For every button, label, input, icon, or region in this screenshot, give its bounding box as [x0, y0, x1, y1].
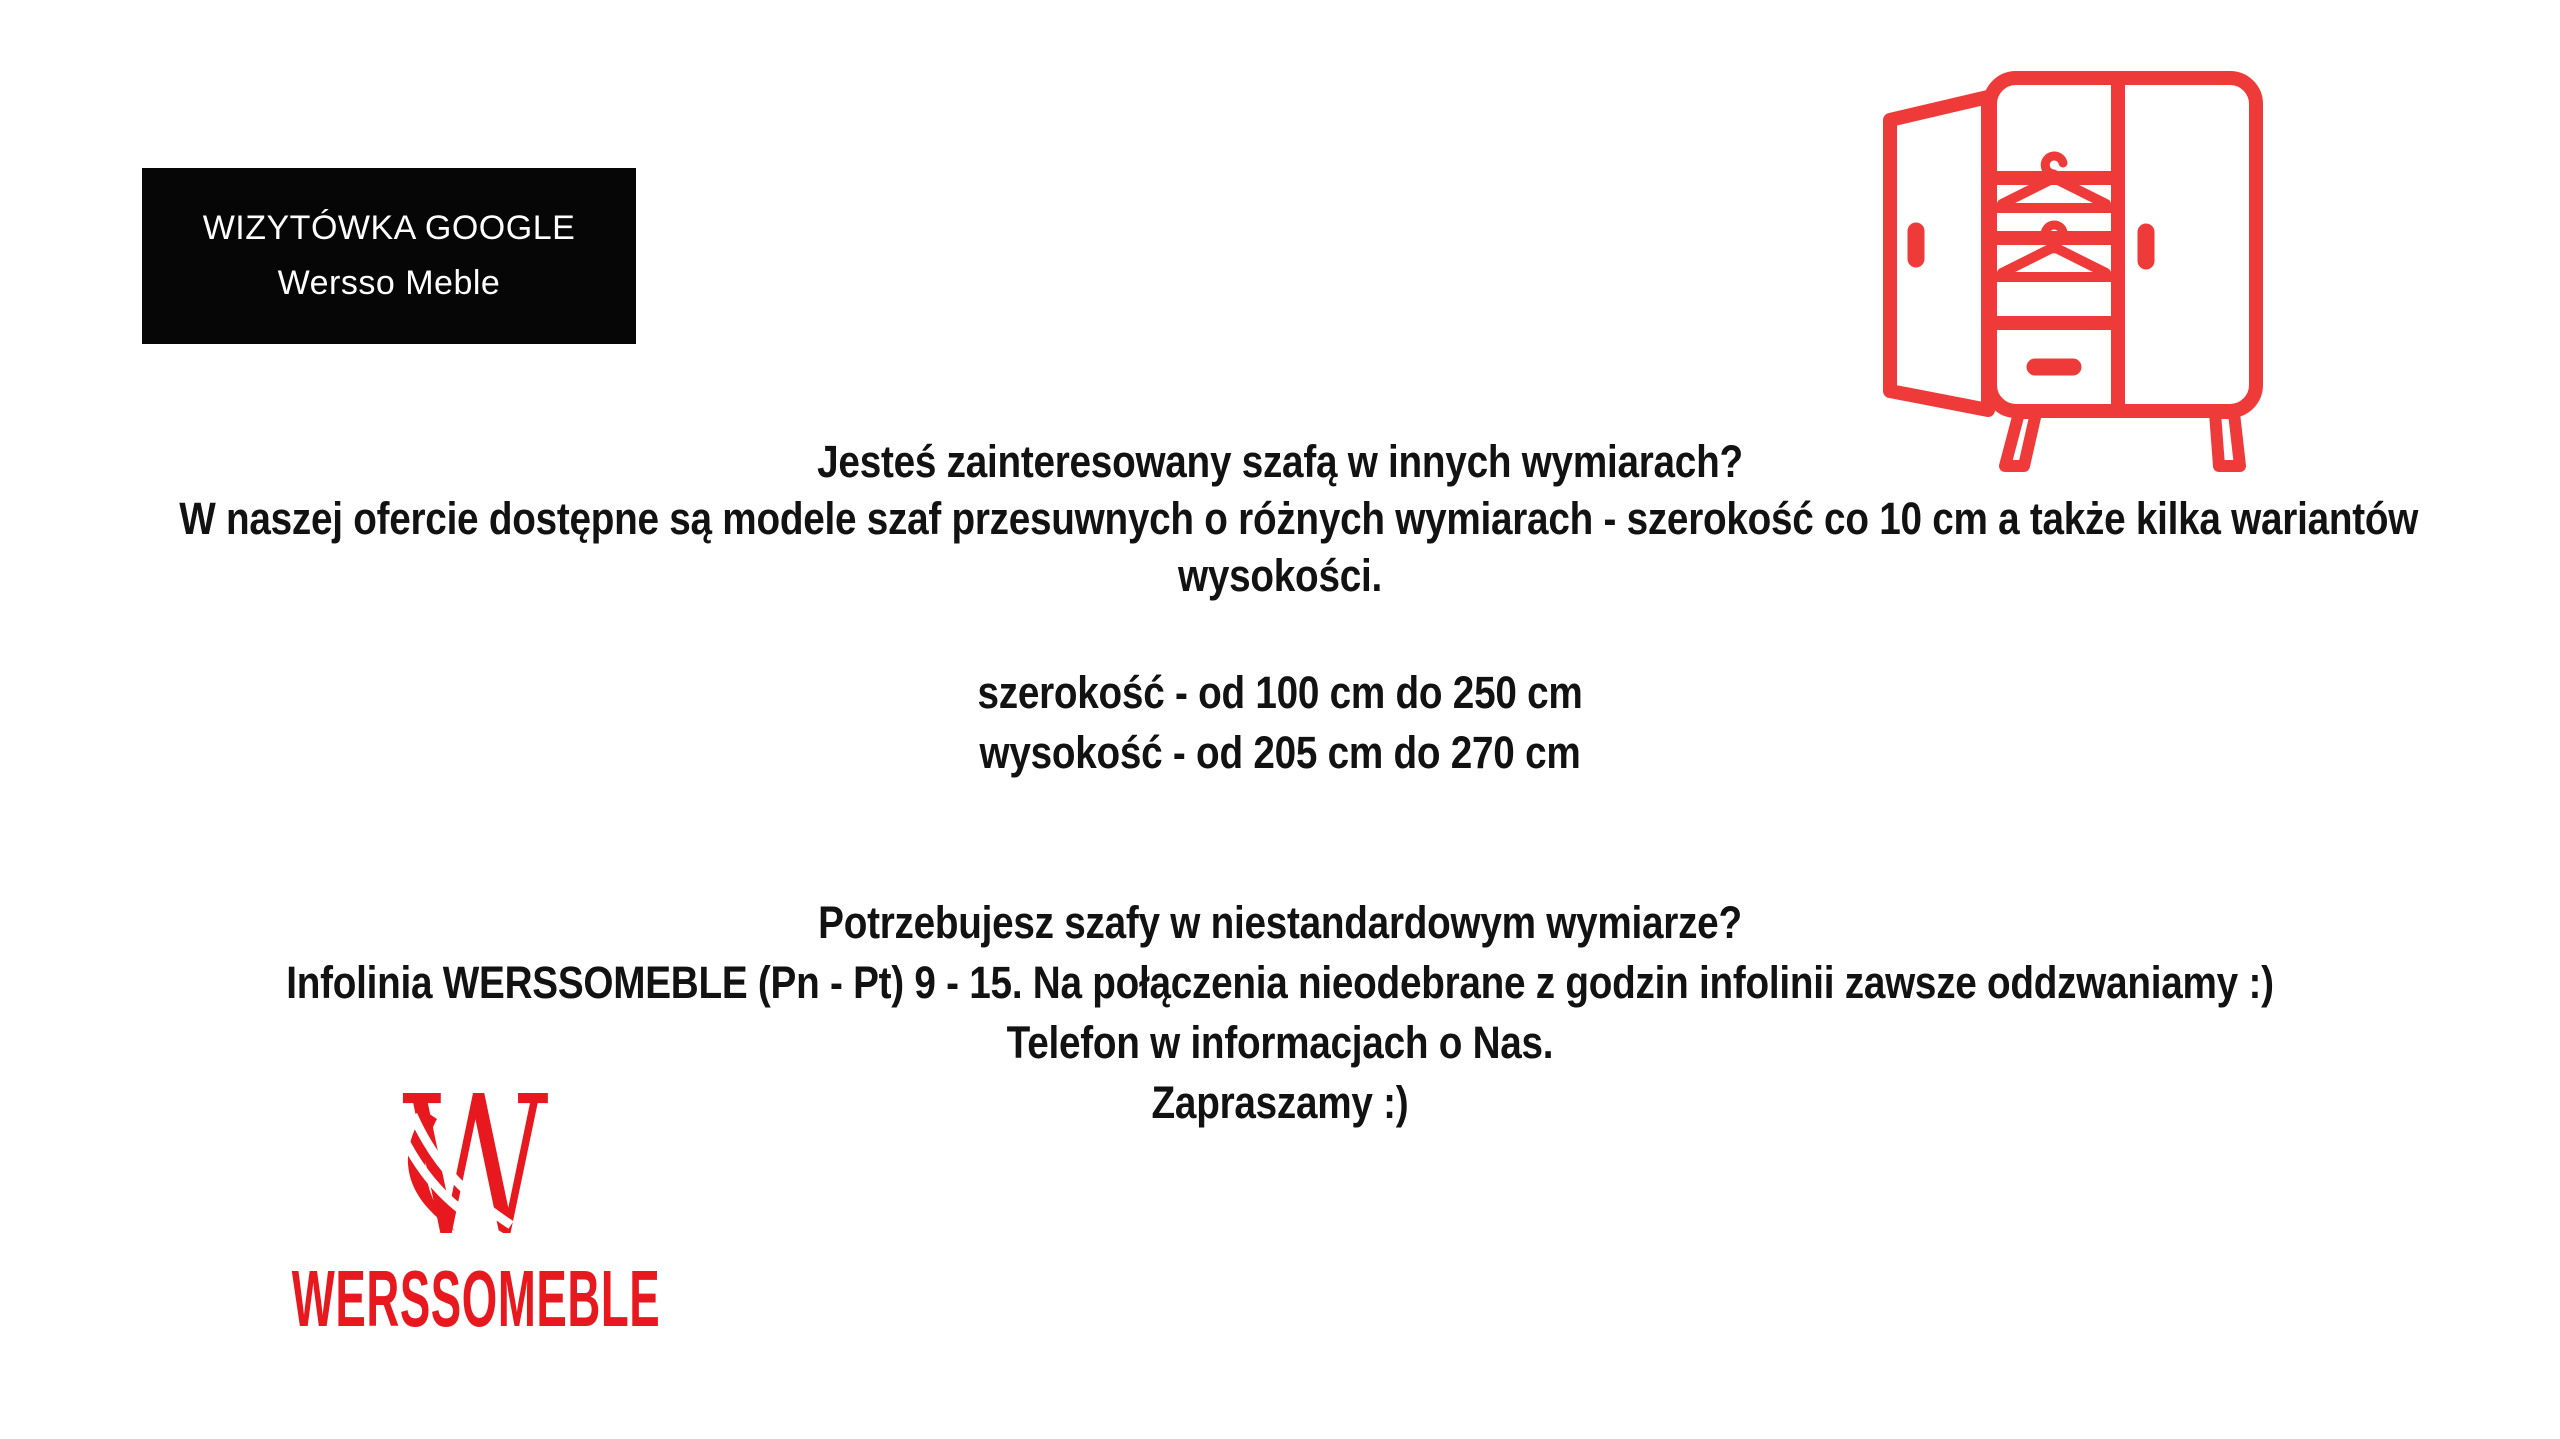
width-range-line: szerokość - od 100 cm do 250 cm	[977, 667, 1583, 718]
werssomeble-wordmark: WERSSOMEBLE	[291, 1254, 661, 1343]
intro-line-1: Jesteś zainteresowany szafą w innych wymiarach?	[817, 436, 1743, 487]
contact-line-4: Zapraszamy :)	[1151, 1077, 1409, 1128]
intro-text-block	[0, 433, 2560, 604]
intro-line-2: W naszej ofercie dostępne są modele szaf przesuwnych o różnych wymiarach - szerokość co 10 cm a także kilka wariantów	[179, 493, 2419, 544]
contact-line-2: Infolinia WERSSOMEBLE (Pn - Pt) 9 - 15. Na połączenia nieodebrane z godzin infolinii zawsze oddzwaniamy :)	[286, 957, 2274, 1008]
badge-line-1: WIZYTÓWKA GOOGLE	[202, 209, 576, 247]
contact-line-3: Telefon w informacjach o Nas.	[1006, 1017, 1554, 1068]
dimensions-text-block	[0, 663, 2560, 783]
google-card-badge	[142, 168, 636, 344]
contact-line-1: Potrzebujesz szafy w niestandardowym wymiarze?	[818, 897, 1742, 948]
badge-line-2: Wersso Meble	[277, 264, 501, 302]
werssomeble-logo-icon	[385, 1085, 565, 1245]
wardrobe-open-door	[1890, 97, 1988, 410]
logo-monogram: W	[402, 1085, 549, 1245]
wardrobe-icon	[1878, 66, 2278, 478]
height-range-line: wysokość - od 205 cm do 270 cm	[979, 727, 1581, 778]
contact-text-block	[0, 893, 2560, 1133]
intro-line-3: wysokości.	[1178, 550, 1382, 601]
